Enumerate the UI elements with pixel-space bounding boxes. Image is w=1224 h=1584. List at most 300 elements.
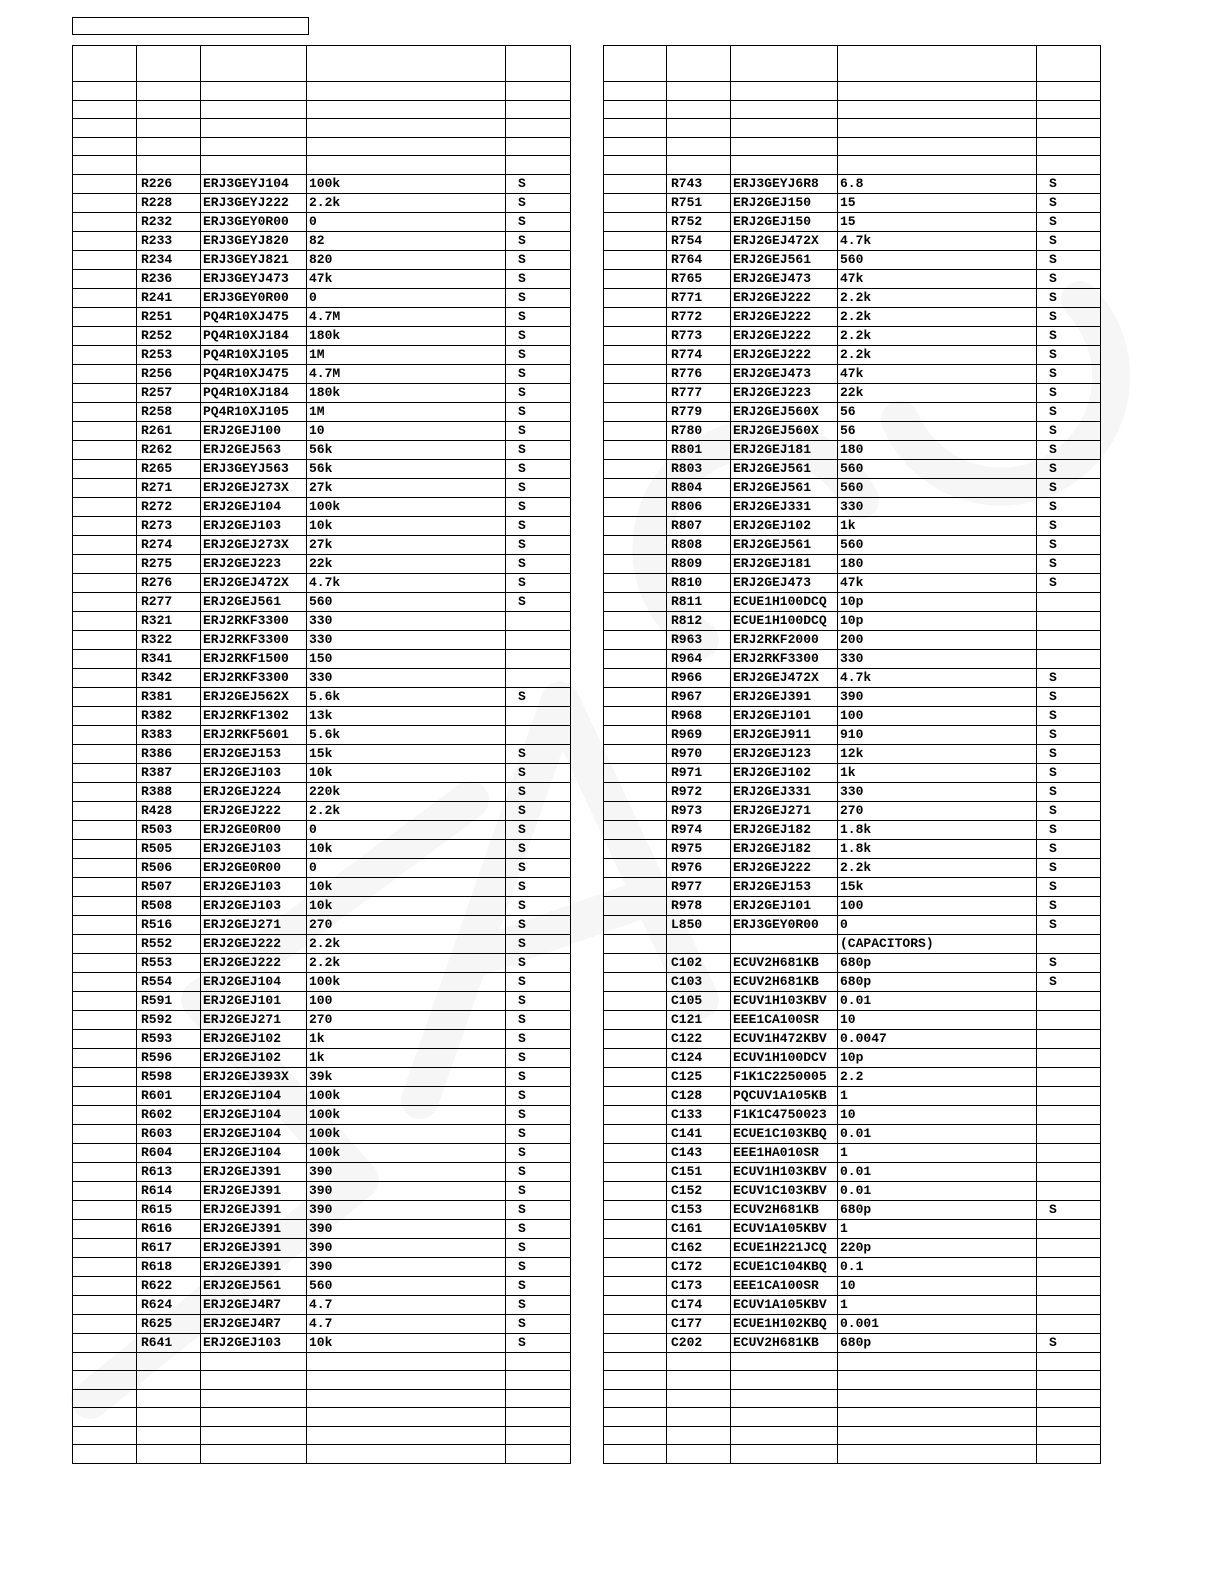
blank-cell [604, 1086, 667, 1105]
value-cell: 330 [307, 630, 506, 649]
empty-row [604, 1408, 1101, 1427]
empty-cell [73, 1389, 137, 1408]
table-row [604, 193, 1101, 212]
empty-cell [1037, 1426, 1101, 1445]
part-no-cell: ERJ2GEJ103 [201, 1333, 307, 1352]
part-no-cell: ERJ2GEJ104 [201, 497, 307, 516]
blank-cell [604, 250, 667, 269]
table-row [73, 364, 571, 383]
empty-cell [201, 1426, 307, 1445]
blank-cell [73, 1238, 137, 1257]
table-row [73, 231, 571, 250]
part-no-cell: ERJ2GEJ4R7 [201, 1295, 307, 1314]
blank-cell [604, 1181, 667, 1200]
ref-no-cell: R615 [137, 1200, 201, 1219]
safety-cell: S [506, 1200, 571, 1219]
safety-cell [1037, 1086, 1101, 1105]
empty-cell [307, 1389, 506, 1408]
part-no-cell: ECUV1C103KBV [731, 1181, 838, 1200]
part-no-cell: ERJ2GEJ103 [201, 877, 307, 896]
empty-cell [307, 46, 506, 82]
value-cell: 2.2k [838, 858, 1037, 877]
part-no-cell: ERJ2GEJ473 [731, 573, 838, 592]
empty-row [604, 137, 1101, 156]
value-cell: (CAPACITORS) [838, 934, 1037, 953]
empty-cell [667, 1445, 731, 1464]
ref-no-cell: R968 [667, 706, 731, 725]
value-cell: 1 [838, 1143, 1037, 1162]
part-no-cell: ERJ2RKF5601 [201, 725, 307, 744]
blank-cell [73, 1105, 137, 1124]
ref-no-cell: R618 [137, 1257, 201, 1276]
safety-cell: S [1037, 896, 1101, 915]
empty-cell [201, 156, 307, 175]
table-row [73, 896, 571, 915]
value-cell: 390 [307, 1257, 506, 1276]
blank-cell [604, 402, 667, 421]
part-no-cell: ERJ2GEJ393X [201, 1067, 307, 1086]
table-row [604, 858, 1101, 877]
table-row [73, 592, 571, 611]
ref-no-cell: R388 [137, 782, 201, 801]
empty-cell [667, 1408, 731, 1427]
table-row [73, 744, 571, 763]
table-row [604, 1314, 1101, 1333]
blank-cell [604, 459, 667, 478]
ref-no-cell: R803 [667, 459, 731, 478]
safety-cell: S [506, 991, 571, 1010]
ref-no-cell: R972 [667, 782, 731, 801]
ref-no-cell: R810 [667, 573, 731, 592]
empty-cell [838, 1389, 1037, 1408]
part-no-cell: ERJ2GEJ391 [201, 1238, 307, 1257]
blank-cell [73, 858, 137, 877]
blank-cell [73, 1086, 137, 1105]
part-no-cell: PQCUV1A105KB [731, 1086, 838, 1105]
blank-cell [73, 1162, 137, 1181]
value-cell: 2.2k [307, 193, 506, 212]
blank-cell [73, 1295, 137, 1314]
ref-no-cell: R321 [137, 611, 201, 630]
value-cell: 100k [307, 972, 506, 991]
value-cell: 1 [838, 1086, 1037, 1105]
ref-no-cell: R552 [137, 934, 201, 953]
table-row [604, 269, 1101, 288]
ref-no-cell: R806 [667, 497, 731, 516]
ref-no-cell: C162 [667, 1238, 731, 1257]
part-no-cell: ERJ2GEJ103 [201, 763, 307, 782]
empty-cell [307, 82, 506, 101]
safety-cell [1037, 1162, 1101, 1181]
table-row [73, 649, 571, 668]
table-row [604, 801, 1101, 820]
ref-no-cell: R617 [137, 1238, 201, 1257]
empty-cell [604, 119, 667, 138]
table-row [73, 535, 571, 554]
table-row [73, 630, 571, 649]
empty-row [73, 1389, 571, 1408]
table-row [604, 934, 1101, 953]
table-row [73, 554, 571, 573]
safety-cell: S [1037, 1333, 1101, 1352]
blank-cell [604, 231, 667, 250]
ref-no-cell: R258 [137, 402, 201, 421]
table-row [604, 1143, 1101, 1162]
value-cell: 39k [307, 1067, 506, 1086]
empty-cell [1037, 1389, 1101, 1408]
blank-cell [604, 1200, 667, 1219]
value-cell: 150 [307, 649, 506, 668]
table-row [73, 1314, 571, 1333]
table-row [604, 877, 1101, 896]
ref-no-cell: R553 [137, 953, 201, 972]
empty-cell [731, 137, 838, 156]
blank-cell [604, 383, 667, 402]
table-row [73, 345, 571, 364]
table-row [604, 744, 1101, 763]
empty-cell [307, 1426, 506, 1445]
ref-no-cell: C105 [667, 991, 731, 1010]
part-no-cell: ECUV1H103KBV [731, 991, 838, 1010]
safety-cell: S [1037, 972, 1101, 991]
table-row [73, 1333, 571, 1352]
blank-cell [73, 1219, 137, 1238]
part-no-cell: ERJ2RKF3300 [731, 649, 838, 668]
parts-table-left [72, 45, 571, 1464]
table-row [604, 1276, 1101, 1295]
part-no-cell: ERJ2GEJ561 [731, 459, 838, 478]
value-cell: 12k [838, 744, 1037, 763]
empty-row [604, 82, 1101, 101]
blank-cell [73, 497, 137, 516]
empty-cell [1037, 46, 1101, 82]
part-no-cell [731, 934, 838, 953]
value-cell: 680p [838, 972, 1037, 991]
value-cell: 0.1 [838, 1257, 1037, 1276]
table-row [604, 535, 1101, 554]
empty-row [604, 119, 1101, 138]
empty-cell [604, 1352, 667, 1371]
value-cell: 56 [838, 421, 1037, 440]
empty-row [73, 1408, 571, 1427]
blank-cell [604, 1067, 667, 1086]
blank-cell [604, 345, 667, 364]
safety-cell: S [506, 497, 571, 516]
empty-cell [838, 100, 1037, 119]
table-row [73, 801, 571, 820]
value-cell: 220p [838, 1238, 1037, 1257]
value-cell: 390 [307, 1162, 506, 1181]
blank-cell [73, 440, 137, 459]
blank-cell [604, 630, 667, 649]
table-row [604, 839, 1101, 858]
value-cell: 1k [307, 1029, 506, 1048]
safety-cell [506, 725, 571, 744]
safety-cell: S [506, 801, 571, 820]
blank-cell [73, 896, 137, 915]
empty-cell [667, 100, 731, 119]
part-no-cell: ERJ2GEJ561 [201, 592, 307, 611]
safety-cell: S [506, 858, 571, 877]
empty-cell [604, 156, 667, 175]
value-cell: 680p [838, 1333, 1037, 1352]
safety-cell [1037, 630, 1101, 649]
part-no-cell: ERJ3GEY0R00 [731, 915, 838, 934]
empty-row [73, 1426, 571, 1445]
table-row [73, 440, 571, 459]
empty-cell [307, 1445, 506, 1464]
blank-cell [73, 877, 137, 896]
ref-no-cell: R257 [137, 383, 201, 402]
part-no-cell: ERJ2GEJ562X [201, 687, 307, 706]
empty-cell [838, 1408, 1037, 1427]
ref-no-cell: C102 [667, 953, 731, 972]
safety-cell: S [506, 820, 571, 839]
table-row [604, 706, 1101, 725]
blank-cell [73, 269, 137, 288]
blank-cell [604, 573, 667, 592]
part-no-cell: ERJ3GEY0R00 [201, 288, 307, 307]
part-no-cell: ERJ2GEJ102 [731, 516, 838, 535]
blank-cell [604, 915, 667, 934]
part-no-cell: ECUV1H103KBV [731, 1162, 838, 1181]
empty-cell [201, 82, 307, 101]
part-no-cell: ECUV2H681KB [731, 972, 838, 991]
value-cell: 10k [307, 839, 506, 858]
part-no-cell: ERJ2GEJ222 [201, 953, 307, 972]
ref-no-cell: C128 [667, 1086, 731, 1105]
safety-cell: S [506, 744, 571, 763]
part-no-cell: ERJ2GEJ472X [731, 231, 838, 250]
value-cell: 10k [307, 1333, 506, 1352]
ref-no-cell: R232 [137, 212, 201, 231]
part-no-cell: ERJ2RKF1302 [201, 706, 307, 725]
safety-cell: S [1037, 250, 1101, 269]
safety-cell [506, 706, 571, 725]
blank-cell [73, 991, 137, 1010]
empty-cell [506, 137, 571, 156]
ref-no-cell: R966 [667, 668, 731, 687]
table-row [604, 1048, 1101, 1067]
table-row [604, 174, 1101, 193]
value-cell: 560 [307, 592, 506, 611]
ref-no-cell: R603 [137, 1124, 201, 1143]
empty-cell [731, 100, 838, 119]
safety-cell: S [1037, 478, 1101, 497]
ref-no-cell: R752 [667, 212, 731, 231]
table-row [73, 706, 571, 725]
part-no-cell: ERJ3GEYJ6R8 [731, 174, 838, 193]
safety-cell [1037, 991, 1101, 1010]
value-cell: 100 [838, 706, 1037, 725]
table-row [604, 953, 1101, 972]
safety-cell [1037, 1105, 1101, 1124]
blank-cell [73, 592, 137, 611]
value-cell: 100k [307, 1105, 506, 1124]
value-cell: 1.8k [838, 820, 1037, 839]
ref-no-cell: C174 [667, 1295, 731, 1314]
table-row [73, 611, 571, 630]
safety-cell: S [506, 288, 571, 307]
table-row [604, 1238, 1101, 1257]
value-cell: 5.6k [307, 725, 506, 744]
ref-no-cell: R505 [137, 839, 201, 858]
safety-cell [1037, 1010, 1101, 1029]
table-row [604, 516, 1101, 535]
safety-cell: S [1037, 801, 1101, 820]
blank-cell [73, 459, 137, 478]
ref-no-cell: R971 [667, 763, 731, 782]
safety-cell [1037, 1219, 1101, 1238]
value-cell: 2.2k [838, 345, 1037, 364]
blank-cell [604, 1333, 667, 1352]
ref-no-cell: R771 [667, 288, 731, 307]
blank-cell [73, 1333, 137, 1352]
empty-cell [838, 1426, 1037, 1445]
table-row [73, 269, 571, 288]
ref-no-cell: R624 [137, 1295, 201, 1314]
empty-cell [506, 1445, 571, 1464]
safety-cell: S [1037, 668, 1101, 687]
table-row [73, 326, 571, 345]
table-row [604, 345, 1101, 364]
empty-cell [73, 1445, 137, 1464]
part-no-cell: ERJ2RKF1500 [201, 649, 307, 668]
table-row [604, 782, 1101, 801]
part-no-cell: ERJ2GEJ560X [731, 402, 838, 421]
ref-no-cell: C124 [667, 1048, 731, 1067]
empty-cell [201, 1408, 307, 1427]
safety-cell: S [1037, 364, 1101, 383]
value-cell: 680p [838, 953, 1037, 972]
value-cell: 2.2k [307, 953, 506, 972]
value-cell: 100 [307, 991, 506, 1010]
ref-no-cell: R804 [667, 478, 731, 497]
table-row [73, 383, 571, 402]
value-cell: 2.2k [838, 307, 1037, 326]
safety-cell: S [506, 459, 571, 478]
part-no-cell: ECUE1H221JCQ [731, 1238, 838, 1257]
part-no-cell: ERJ2GEJ104 [201, 1086, 307, 1105]
ref-no-cell: R273 [137, 516, 201, 535]
blank-cell [604, 1314, 667, 1333]
part-no-cell: ERJ2RKF2000 [731, 630, 838, 649]
safety-cell: S [506, 1333, 571, 1352]
table-row [604, 687, 1101, 706]
table-row [73, 459, 571, 478]
table-row [604, 383, 1101, 402]
part-no-cell: PQ4R10XJ184 [201, 326, 307, 345]
part-no-cell: EEE1CA100SR [731, 1010, 838, 1029]
empty-cell [201, 1389, 307, 1408]
empty-cell [137, 82, 201, 101]
empty-cell [838, 156, 1037, 175]
part-no-cell: ERJ3GEYJ821 [201, 250, 307, 269]
ref-no-cell: R277 [137, 592, 201, 611]
table-row [73, 934, 571, 953]
table-row [73, 1124, 571, 1143]
value-cell: 200 [838, 630, 1037, 649]
blank-cell [73, 174, 137, 193]
table-row [604, 915, 1101, 934]
ref-no-cell: R252 [137, 326, 201, 345]
part-no-cell: ERJ2GEJ153 [731, 877, 838, 896]
empty-row [604, 1352, 1101, 1371]
blank-cell [604, 668, 667, 687]
table-row [604, 1200, 1101, 1219]
empty-cell [137, 46, 201, 82]
value-cell: 82 [307, 231, 506, 250]
blank-cell [604, 1219, 667, 1238]
empty-cell [1037, 119, 1101, 138]
part-no-cell: ERJ2GEJ222 [731, 307, 838, 326]
empty-cell [1037, 137, 1101, 156]
table-row [73, 782, 571, 801]
empty-cell [137, 1352, 201, 1371]
empty-cell [307, 1352, 506, 1371]
ref-no-cell: R233 [137, 231, 201, 250]
blank-cell [73, 193, 137, 212]
part-no-cell: ERJ2GEJ101 [731, 896, 838, 915]
table-row [73, 1162, 571, 1181]
safety-cell: S [1037, 497, 1101, 516]
table-row [604, 1162, 1101, 1181]
ref-no-cell: R614 [137, 1181, 201, 1200]
part-no-cell: ERJ2GEJ100 [201, 421, 307, 440]
empty-cell [201, 1352, 307, 1371]
part-no-cell: ERJ3GEYJ104 [201, 174, 307, 193]
blank-cell [73, 1124, 137, 1143]
part-no-cell: ECUV2H681KB [731, 1200, 838, 1219]
safety-cell [1037, 592, 1101, 611]
ref-no-cell: R967 [667, 687, 731, 706]
table-row [73, 1257, 571, 1276]
table-row [604, 1181, 1101, 1200]
blank-cell [604, 1238, 667, 1257]
blank-cell [73, 478, 137, 497]
empty-cell [73, 137, 137, 156]
part-no-cell: ERJ2GEJ150 [731, 212, 838, 231]
blank-cell [604, 706, 667, 725]
part-no-cell: ERJ2GEJ102 [731, 763, 838, 782]
value-cell: 10k [307, 516, 506, 535]
empty-cell [137, 119, 201, 138]
value-cell: 1 [838, 1295, 1037, 1314]
empty-cell [506, 1352, 571, 1371]
empty-cell [1037, 1445, 1101, 1464]
table-row [604, 1105, 1101, 1124]
ref-no-cell: R811 [667, 592, 731, 611]
empty-cell [667, 46, 731, 82]
empty-cell [604, 1426, 667, 1445]
part-no-cell: ERJ2GEJ101 [731, 706, 838, 725]
empty-cell [604, 1371, 667, 1390]
ref-no-cell: R228 [137, 193, 201, 212]
table-row [604, 592, 1101, 611]
ref-no-cell: C202 [667, 1333, 731, 1352]
blank-cell [73, 630, 137, 649]
value-cell: 56 [838, 402, 1037, 421]
blank-cell [73, 782, 137, 801]
part-no-cell: PQ4R10XJ105 [201, 345, 307, 364]
safety-cell [1037, 1257, 1101, 1276]
table-row [604, 1333, 1101, 1352]
safety-cell: S [506, 1181, 571, 1200]
part-no-cell: ERJ2GEJ223 [201, 554, 307, 573]
value-cell: 27k [307, 535, 506, 554]
part-no-cell: ERJ2GEJ561 [731, 478, 838, 497]
blank-cell [604, 193, 667, 212]
